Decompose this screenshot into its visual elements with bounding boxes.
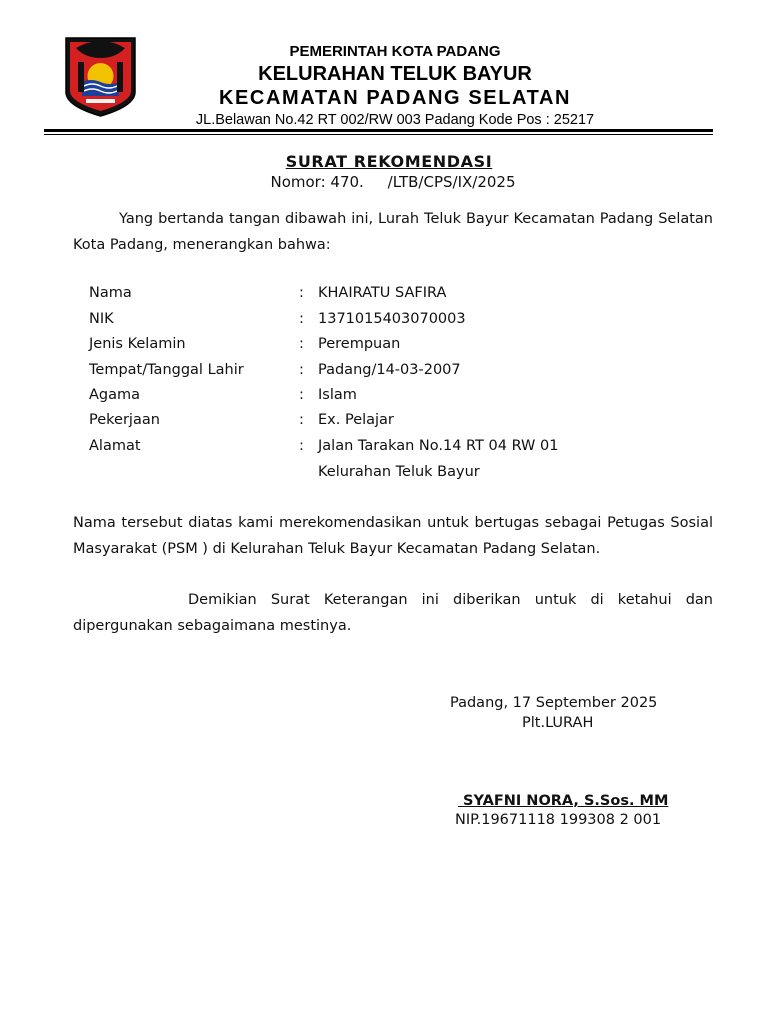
signatory-role: Plt.LURAH bbox=[522, 715, 594, 731]
field-value-pekerjaan: Ex. Pelajar bbox=[318, 412, 394, 428]
field-label-tempat-tanggal-lahir: Tempat/Tanggal Lahir bbox=[89, 362, 244, 378]
place-and-date: Padang, 17 September 2025 bbox=[450, 695, 658, 711]
field-value-agama: Islam bbox=[318, 387, 357, 403]
field-colon: : bbox=[299, 336, 304, 352]
field-colon: : bbox=[299, 311, 304, 327]
signatory-nip: NIP.19671118 199308 2 001 bbox=[455, 812, 662, 828]
field-label-nama: Nama bbox=[89, 285, 132, 301]
field-value-tempat-tanggal-lahir: Padang/14-03-2007 bbox=[318, 362, 461, 378]
office-address: JL.Belawan No.42 RT 002/RW 003 Padang Kode Pos : 25217 bbox=[195, 112, 595, 128]
kota-padang-emblem bbox=[64, 36, 137, 118]
field-colon: : bbox=[299, 387, 304, 403]
field-value-jenis-kelamin: Perempuan bbox=[318, 336, 401, 352]
field-label-nik: NIK bbox=[89, 311, 114, 327]
recommendation-paragraph: Nama tersebut diatas kami merekomendasikan untuk bertugas sebagai Petugas Sosial Masyarakat (PSM ) di Kelurahan Teluk Bayur Kecamatan Padang Selatan. bbox=[73, 515, 713, 557]
field-label-alamat: Alamat bbox=[89, 438, 141, 454]
field-label-jenis-kelamin: Jenis Kelamin bbox=[89, 336, 186, 352]
field-colon: : bbox=[299, 285, 304, 301]
field-label-agama: Agama bbox=[89, 387, 141, 403]
kelurahan-name: KELURAHAN TELUK BAYUR bbox=[258, 63, 532, 85]
signatory-name: SYAFNI NORA, S.Sos. MM bbox=[458, 793, 669, 809]
field-value-alamat: Jalan Tarakan No.14 RT 04 RW 01 bbox=[318, 438, 559, 454]
letter-title: SURAT REKOMENDASI bbox=[285, 152, 493, 171]
field-value-nama: KHAIRATU SAFIRA bbox=[318, 285, 447, 301]
field-value-nik: 1371015403070003 bbox=[318, 311, 466, 327]
letterhead-divider-thin bbox=[44, 134, 713, 135]
kecamatan-name: KECAMATAN PADANG SELATAN bbox=[218, 87, 572, 109]
government-name: PEMERINTAH KOTA PADANG bbox=[289, 43, 501, 60]
field-colon: : bbox=[299, 438, 304, 454]
letterhead-divider-thick bbox=[44, 129, 713, 132]
closing-paragraph: Demikian Surat Keterangan ini diberikan untuk di ketahui dan dipergunakan sebagaimana mestinya. bbox=[73, 592, 713, 634]
field-label-pekerjaan: Pekerjaan bbox=[89, 412, 160, 428]
field-colon: : bbox=[299, 362, 304, 378]
field-value-alamat-line2: Kelurahan Teluk Bayur bbox=[318, 464, 480, 480]
letter-number: Nomor: 470. /LTB/CPS/IX/2025 bbox=[270, 173, 516, 191]
field-colon: : bbox=[299, 412, 304, 428]
intro-paragraph: Yang bertanda tangan dibawah ini, Lurah Teluk Bayur Kecamatan Padang Selatan Kota Padang, menerangkan bahwa: bbox=[73, 211, 713, 253]
